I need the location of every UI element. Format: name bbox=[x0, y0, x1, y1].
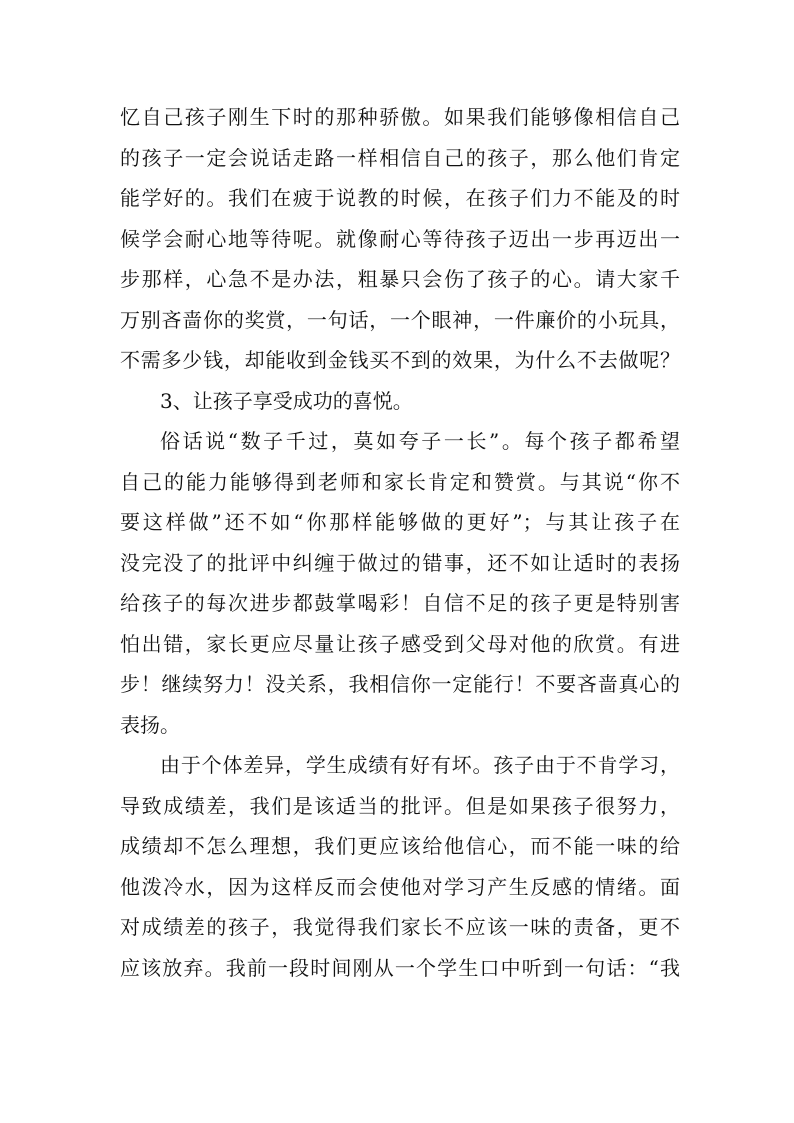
text-line: 忆自己孩子刚生下时的那种骄傲。如果我们能够像相信自己 bbox=[120, 105, 680, 129]
paragraph-3 bbox=[120, 421, 680, 745]
text-line: 他泼冷水，因为这样反而会使他对学习产生反感的情绪。面 bbox=[120, 874, 680, 899]
text-line: 导致成绩差，我们是该适当的批评。但是如果孩子很努力， bbox=[120, 793, 680, 818]
section-heading-3 bbox=[120, 381, 680, 422]
paragraph-1 bbox=[120, 97, 680, 381]
text-line: 应该放弃。我前一段时间刚从一个学生口中听到一句话：“我 bbox=[120, 955, 680, 980]
text-line: 俗话说“数子千过，莫如夸子一长”。每个孩子都希望 bbox=[160, 429, 680, 453]
text-line: 步那样，心急不是办法，粗暴只会伤了孩子的心。请大家千 bbox=[120, 267, 680, 291]
text-line: 自己的能力能够得到老师和家长肯定和赞赏。与其说“你不 bbox=[120, 469, 680, 494]
text-line: 能学好的。我们在疲于说教的时候，在孩子们力不能及的时 bbox=[120, 186, 680, 210]
text-line: 要这样做”还不如“你那样能够做的更好”；与其让孩子在 bbox=[120, 510, 680, 534]
text-line: 对成绩差的孩子，我觉得我们家长不应该一味的责备，更不 bbox=[120, 915, 680, 939]
text-line: 3、让孩子享受成功的喜悦。 bbox=[160, 388, 413, 413]
text-line: 成绩却不怎么理想，我们更应该给他信心，而不能一味的给 bbox=[120, 834, 680, 858]
text-line: 步！继续努力！没关系，我相信你一定能行！不要吝啬真心的 bbox=[120, 672, 680, 696]
text-line: 的孩子一定会说话走路一样相信自己的孩子，那么他们肯定 bbox=[120, 145, 680, 170]
text-line: 万别吝啬你的奖赏，一句话，一个眼神，一件廉价的小玩具， bbox=[120, 307, 680, 332]
text-line: 怕出错，家长更应尽量让孩子感受到父母对他的欣赏。有进 bbox=[120, 631, 680, 656]
text-line: 不需多少钱，却能收到金钱买不到的效果，为什么不去做呢？ bbox=[120, 348, 680, 372]
paragraph-4 bbox=[120, 745, 680, 988]
text-line: 由于个体差异，学生成绩有好有坏。孩子由于不肯学习， bbox=[160, 753, 680, 777]
body-text bbox=[120, 97, 680, 988]
text-line: 给孩子的每次进步都鼓掌喝彩！自信不足的孩子更是特别害 bbox=[120, 591, 680, 615]
text-line: 候学会耐心地等待呢。就像耐心等待孩子迈出一步再迈出一 bbox=[120, 226, 680, 251]
text-line: 没完没了的批评中纠缠于做过的错事，还不如让适时的表扬 bbox=[120, 550, 680, 575]
text-line: 表扬。 bbox=[120, 712, 180, 737]
